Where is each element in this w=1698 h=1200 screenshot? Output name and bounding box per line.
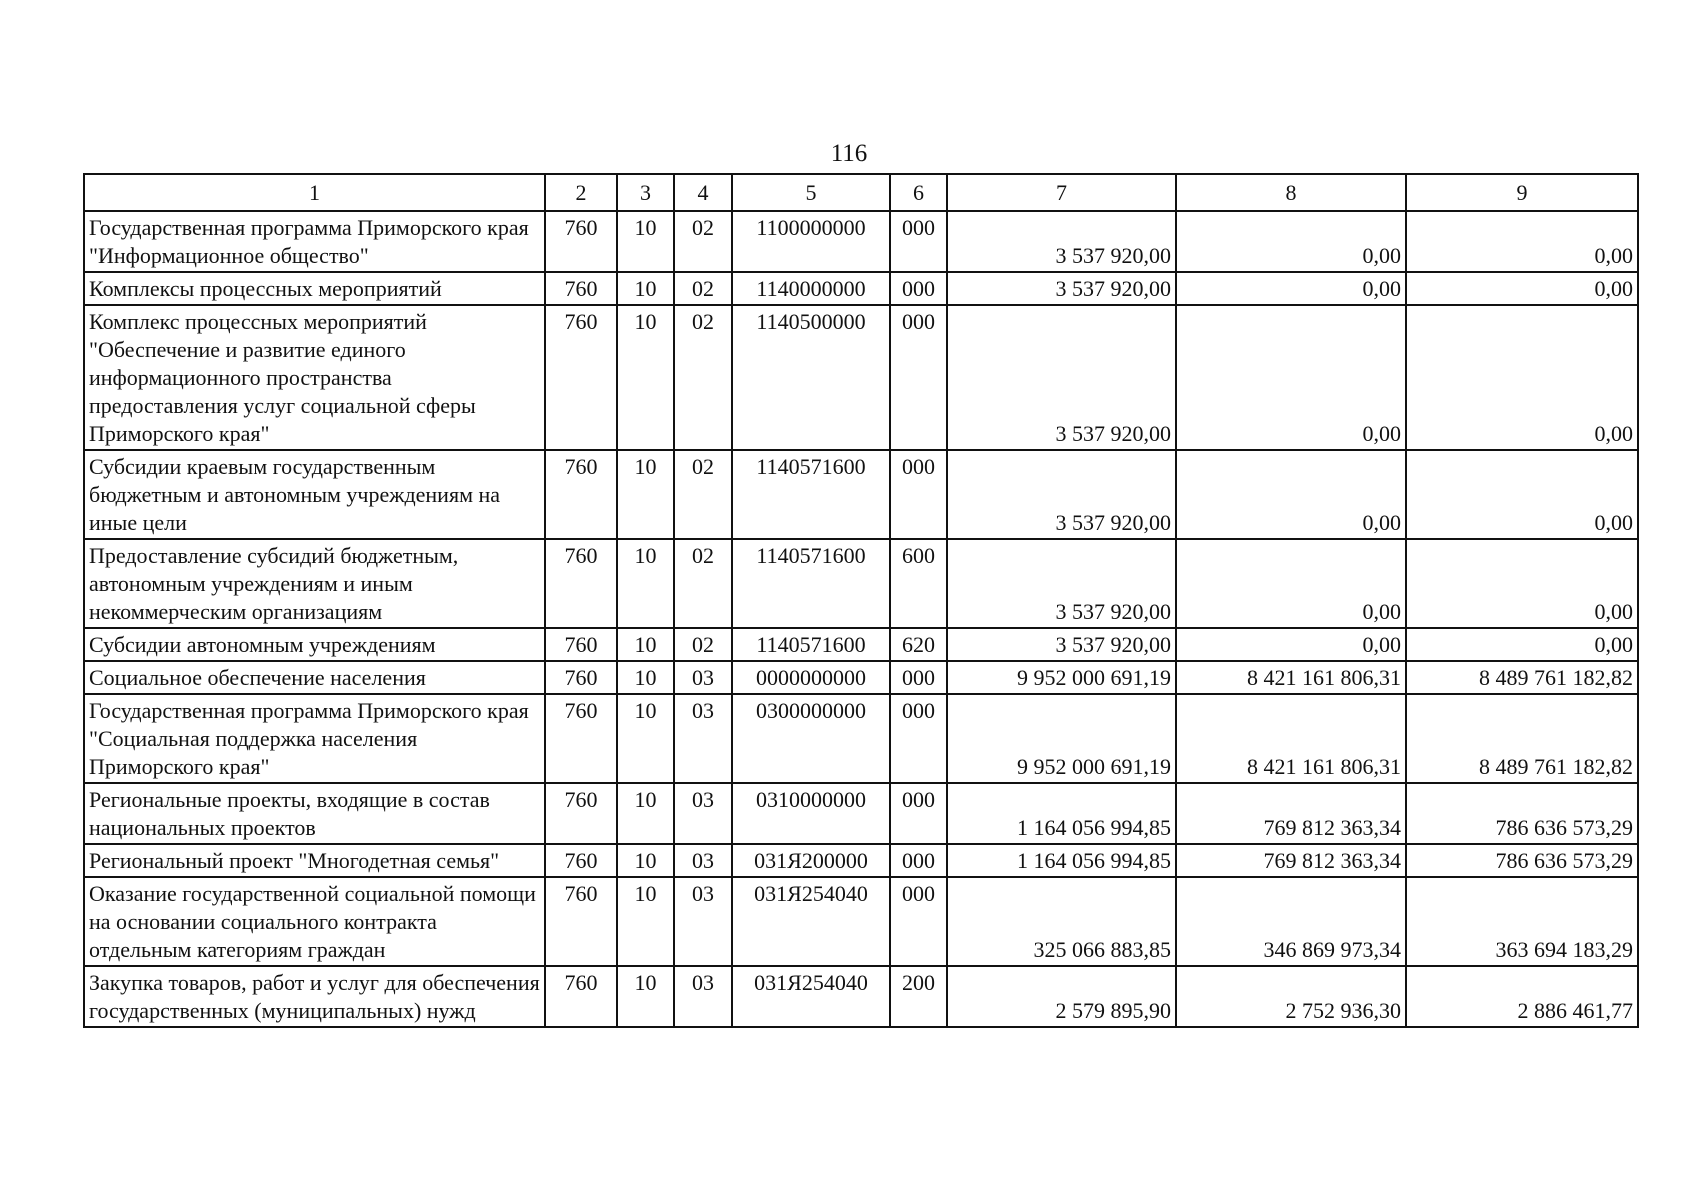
row-code-5: 1100000000	[732, 211, 890, 272]
table-row	[84, 272, 1638, 305]
row-code-5: 0000000000	[732, 661, 890, 694]
table-row	[84, 305, 1638, 450]
row-amount-8: 8 421 161 806,31	[1176, 694, 1406, 783]
row-name: Региональные проекты, входящие в состав национальных проектов	[84, 783, 545, 844]
row-name: Государственная программа Приморского края "Социальная поддержка населения Приморского края"	[84, 694, 545, 783]
row-code-4: 02	[674, 211, 732, 272]
row-code-6: 600	[890, 539, 947, 628]
header-col-5: 5	[732, 174, 890, 211]
row-amount-8: 0,00	[1176, 450, 1406, 539]
row-code-6: 000	[890, 844, 947, 877]
row-name: Комплексы процессных мероприятий	[84, 272, 545, 305]
row-code-2: 760	[545, 628, 617, 661]
row-amount-8: 0,00	[1176, 628, 1406, 661]
row-amount-7: 3 537 920,00	[947, 539, 1176, 628]
header-col-1: 1	[84, 174, 545, 211]
header-col-7: 7	[947, 174, 1176, 211]
row-amount-8: 0,00	[1176, 211, 1406, 272]
row-code-6: 200	[890, 966, 947, 1027]
row-amount-9: 8 489 761 182,82	[1406, 661, 1638, 694]
row-code-4: 02	[674, 272, 732, 305]
row-amount-7: 325 066 883,85	[947, 877, 1176, 966]
row-code-4: 03	[674, 783, 732, 844]
row-code-5: 031Я254040	[732, 877, 890, 966]
row-code-6: 000	[890, 450, 947, 539]
row-amount-7: 3 537 920,00	[947, 211, 1176, 272]
row-amount-9: 363 694 183,29	[1406, 877, 1638, 966]
table-row	[84, 661, 1638, 694]
row-amount-8: 8 421 161 806,31	[1176, 661, 1406, 694]
row-code-6: 000	[890, 694, 947, 783]
row-code-3: 10	[617, 628, 674, 661]
header-row	[84, 174, 1638, 211]
row-code-4: 03	[674, 844, 732, 877]
row-amount-7: 1 164 056 994,85	[947, 844, 1176, 877]
row-code-4: 03	[674, 966, 732, 1027]
row-code-4: 03	[674, 877, 732, 966]
row-code-6: 000	[890, 661, 947, 694]
row-amount-8: 2 752 936,30	[1176, 966, 1406, 1027]
row-name: Оказание государственной социальной помощи на основании социального контракта отдельным категориям граждан	[84, 877, 545, 966]
row-code-5: 1140571600	[732, 628, 890, 661]
row-amount-8: 0,00	[1176, 305, 1406, 450]
row-code-2: 760	[545, 272, 617, 305]
page-number: 116	[830, 140, 868, 167]
row-code-6: 000	[890, 305, 947, 450]
row-amount-9: 786 636 573,29	[1406, 783, 1638, 844]
table-row	[84, 539, 1638, 628]
row-code-5: 0310000000	[732, 783, 890, 844]
row-amount-9: 8 489 761 182,82	[1406, 694, 1638, 783]
row-code-5: 0300000000	[732, 694, 890, 783]
row-code-3: 10	[617, 694, 674, 783]
row-code-5: 031Я254040	[732, 966, 890, 1027]
row-code-3: 10	[617, 877, 674, 966]
row-code-6: 000	[890, 877, 947, 966]
row-amount-7: 9 952 000 691,19	[947, 661, 1176, 694]
table-row	[84, 783, 1638, 844]
row-code-3: 10	[617, 539, 674, 628]
row-name: Закупка товаров, работ и услуг для обеспечения государственных (муниципальных) нужд	[84, 966, 545, 1027]
row-amount-7: 3 537 920,00	[947, 272, 1176, 305]
row-code-3: 10	[617, 844, 674, 877]
row-name: Предоставление субсидий бюджетным, автономным учреждениям и иным некоммерческим организациям	[84, 539, 545, 628]
row-code-4: 02	[674, 628, 732, 661]
header-col-6: 6	[890, 174, 947, 211]
row-code-3: 10	[617, 450, 674, 539]
table-row	[84, 628, 1638, 661]
row-amount-7: 9 952 000 691,19	[947, 694, 1176, 783]
row-code-6: 000	[890, 272, 947, 305]
row-code-2: 760	[545, 844, 617, 877]
table-row	[84, 966, 1638, 1027]
row-amount-9: 0,00	[1406, 450, 1638, 539]
row-code-4: 02	[674, 539, 732, 628]
row-code-3: 10	[617, 272, 674, 305]
row-code-2: 760	[545, 305, 617, 450]
row-code-2: 760	[545, 877, 617, 966]
row-amount-8: 0,00	[1176, 539, 1406, 628]
row-name: Государственная программа Приморского края "Информационное общество"	[84, 211, 545, 272]
row-code-2: 760	[545, 966, 617, 1027]
row-amount-8: 769 812 363,34	[1176, 844, 1406, 877]
row-code-3: 10	[617, 661, 674, 694]
header-col-9: 9	[1406, 174, 1638, 211]
row-code-4: 03	[674, 694, 732, 783]
table-row	[84, 450, 1638, 539]
row-code-3: 10	[617, 211, 674, 272]
row-code-2: 760	[545, 661, 617, 694]
row-amount-8: 0,00	[1176, 272, 1406, 305]
row-code-2: 760	[545, 783, 617, 844]
row-code-4: 03	[674, 661, 732, 694]
row-amount-9: 0,00	[1406, 305, 1638, 450]
row-code-3: 10	[617, 305, 674, 450]
row-code-5: 1140571600	[732, 539, 890, 628]
row-amount-9: 0,00	[1406, 539, 1638, 628]
row-code-6: 000	[890, 783, 947, 844]
table-row	[84, 694, 1638, 783]
row-amount-7: 3 537 920,00	[947, 305, 1176, 450]
row-code-4: 02	[674, 450, 732, 539]
row-amount-7: 3 537 920,00	[947, 628, 1176, 661]
row-code-2: 760	[545, 211, 617, 272]
row-name: Субсидии автономным учреждениям	[84, 628, 545, 661]
table-row	[84, 877, 1638, 966]
row-code-5: 1140571600	[732, 450, 890, 539]
table-row	[84, 844, 1638, 877]
row-code-2: 760	[545, 694, 617, 783]
row-amount-8: 769 812 363,34	[1176, 783, 1406, 844]
header-col-2: 2	[545, 174, 617, 211]
row-code-6: 000	[890, 211, 947, 272]
row-name: Региональный проект "Многодетная семья"	[84, 844, 545, 877]
row-amount-9: 786 636 573,29	[1406, 844, 1638, 877]
row-code-2: 760	[545, 539, 617, 628]
row-code-4: 02	[674, 305, 732, 450]
row-amount-9: 0,00	[1406, 272, 1638, 305]
budget-table	[83, 173, 1639, 1028]
row-code-5: 031Я200000	[732, 844, 890, 877]
row-amount-9: 0,00	[1406, 628, 1638, 661]
table-row	[84, 211, 1638, 272]
row-code-5: 1140500000	[732, 305, 890, 450]
row-code-2: 760	[545, 450, 617, 539]
row-amount-7: 1 164 056 994,85	[947, 783, 1176, 844]
row-amount-7: 2 579 895,90	[947, 966, 1176, 1027]
row-amount-9: 0,00	[1406, 211, 1638, 272]
row-name: Субсидии краевым государственным бюджетным и автономным учреждениям на иные цели	[84, 450, 545, 539]
row-amount-9: 2 886 461,77	[1406, 966, 1638, 1027]
row-code-3: 10	[617, 966, 674, 1027]
row-amount-8: 346 869 973,34	[1176, 877, 1406, 966]
row-code-5: 1140000000	[732, 272, 890, 305]
row-amount-7: 3 537 920,00	[947, 450, 1176, 539]
header-col-8: 8	[1176, 174, 1406, 211]
row-code-6: 620	[890, 628, 947, 661]
row-name: Социальное обеспечение населения	[84, 661, 545, 694]
header-col-4: 4	[674, 174, 732, 211]
header-col-3: 3	[617, 174, 674, 211]
row-name: Комплекс процессных мероприятий "Обеспечение и развитие единого информационного пространства предоставления услуг социальной сферы Приморского края"	[84, 305, 545, 450]
row-code-3: 10	[617, 783, 674, 844]
